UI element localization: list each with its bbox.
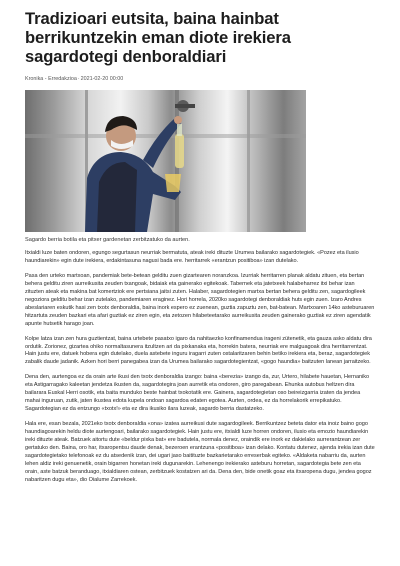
paragraph: Hala ere, esan bezala, 2021eko txotx denboraldia «ona» izatea aurreikusi dute sagardogileek. Berrikuntzez beteta dator eta inoiz baino gogo haundiagoarekin heldu diote aurtengoari, bailarako sagardotegiek. Hain justu ere, itxialdi luze horren ondoren, ilusio eta emozio haundiarekin ireki dituzte ateak. Batzuek aitortu dute «beldur pixka bat» ere badutela, normala denez, oraindik ere inork ez dakielako aurrerantzean zer gertatuko den. Baina, oro har, itxaropentsu daude denak, bezeroen erantzuna «positiboa» izan delako. Kontatu dutenez, ajenda irekia izan dute sagardotegietako telefonoak ez du atsedenik izan, dei ugari jaso baitituzte bazkarietarako erreserbak egiteko. «Aldaketa nabarriu da, aurten lehen aldiz ireki genuenetik, orain bigarren honetan ireki dugunarekin. Lehenengo irekierako asteburu horretan, sagardotegia bete zen eta orain, aste batzuk beranduago, itxialdiaren ostean, zerbitzuek kostatzen ari da. Dena den, bide onetik goaz eta itxaropena dugu, jendea gogoz nabaritzen dugu eta», dio Oialume Zarrekoek. <box>25 421 375 483</box>
article-date: 2021-02-20 00:00 <box>80 76 124 82</box>
paragraph: Itxialdi luze baten ondoren, egungo segurtasun neurriak bermatuta, ateak ireki dituzte Urumea bailarako sagardotegiek. «Pozez eta ilusio haundiarekin» egin dute irekiera, erdakintasuna nagusi bada ere. herritarrek «erantzun positiboa» izan dutelako. <box>25 250 359 264</box>
article-photo <box>25 90 306 232</box>
photo-caption: Sagardo berria botila eta pitxer gardenetan zerbitzatuko da aurten. <box>25 237 190 243</box>
paragraph: Kolpe latza izan zen hura guztientzat, baina urtebete pasatxo igaro da nahitaezko konfinamendua irageni zütenetik, eta gauza asko aldatu dira ordutik. Zorionez, gizartea ohiko normaltasunera itzultzen ari da pixkanaka eta, horrekin batera, neurriak ere malguagoak dira herritarrentzat. Hain justu ere, datuek hobera egin dutelako, duela astebete inguru iragarri zuten ostalaritzaren behin betiko irekiera eta, beraz, sagardotegiek zabalik daude jadanik. Azken hori berri panegabea izan da Urumea bailarako sagardotegientzat, «gogo haundia» baitzuten lanean jarraitzeko. <box>25 335 372 366</box>
article-section[interactable]: Kronika - Erredakzioa <box>25 76 77 82</box>
photo-illustration <box>25 90 306 232</box>
article-title: Tradizioari eutsita, baina hainbat berrikuntzekin eman diote irekiera sagardotegi denboraldiari <box>25 9 291 66</box>
paragraph: Pasa den urteko martxoan, pandemiak bete-betean gelditu zuen gizartearen noranzkoa. Izurriak herritarren planak aldatu zituen, eta bertan behera gelditu ziren aurreikusita zeuden txangoak, bidaiak eta gainerako egitekoak. Tabernek eta jatetxeek halabeharrez itxi behar izan zituzten ateak eta makina bat komertziok ere pertsiana jaitsi zuten. Halaber, sagardotegien martxa bertan behera gelditu zen, sagardogileek negoziora gelditu behar izan zutelako, pandemiaren eraginez. Hori horrela, 2020ko sagardotegi denboraldiak huts egin zuen. Izaro Andres abeslariaren eskutik hasi zen txotx denboraldia, baina inork espero ez zuenean, guztia zapuztu zen, bat-batean. Martxoaren 14ko asteburuaren hitzartuta zeuden bazkari eta afari guztiak ez ziren egin, eta zetozen hilabeteetarako aurreikusita zeuden gainerako guztiak ez ziren agendatik apunte hutsetik harago joan. <box>25 272 375 327</box>
article-meta: Kronika - Erredakzioa·2021-02-20 00:00 <box>25 76 124 82</box>
paragraph: Dena den, aurtengoa ez da orain arte ikusi den txotx denboraldia izango: baina «bereziа» izango da, zur, Urtero, hilabete hauetan, Hernaniko eta Astigarragako kaleetan jendetza ikusten da, sagardotegira joan aurretik eta ondoren, giro paregabean. Ehunka autobus heltzen dira bailarara Euskal Herri osotik, eta baita munduko beste hainbat txokotatik ere. Gainera, sagardotegietan oso beireizgarria izaten da jendea mahai inguruan, zutik, jaten ikustea edota kupela ondoan sagardoa edaten egotea. Aurten, ordea, ez da horrelakorik errepikatuko. Sagardotegian ez da entzungo «txotx!» eta ez dira ikusiko ilara luzeak, sagardo berria dastatzeko. <box>25 374 370 413</box>
article-body <box>25 250 375 485</box>
